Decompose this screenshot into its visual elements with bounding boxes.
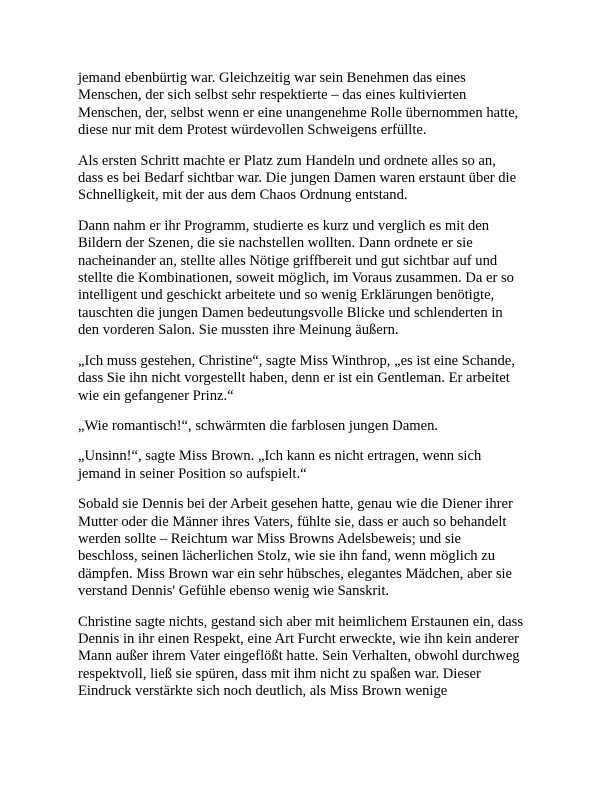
text-line: „Wie romantisch!“, schwärmten die farblosen jungen Damen. [78,417,439,434]
text-line: Sobald sie Dennis bei der Arbeit gesehen hatte, genau wie die Diener ihrer [78,496,513,513]
text-line: dass es bei Bedarf sichtbar war. Die jungen Damen waren erstaunt über die [78,170,517,187]
body-text [78,70,538,714]
text-line: stellte die Kombinationen, soweit möglich, im Voraus zusammen. Da er so [78,270,514,287]
text-line: tauschten die jungen Damen bedeutungsvolle Blicke und schlenderten in [78,304,503,321]
paragraph [78,418,538,435]
text-line: den vorderen Salon. Sie mussten ihre Meinung äußern. [78,322,399,339]
text-line: dass Sie ihn nicht vorgestellt haben, denn er ist ein Gentleman. Er arbeitet [78,370,510,387]
text-line: Schnelligkeit, mit der aus dem Chaos Ordnung entstand. [78,187,408,204]
paragraph [78,448,538,483]
text-line: jemand in seiner Position so aufspielt.“ [78,465,307,482]
text-line: „Unsinn!“, sagte Miss Brown. „Ich kann es nicht ertragen, wenn sich [78,448,482,465]
text-line: beschloss, seinen lächerlichen Stolz, wie sie ihn fand, wenn möglich zu [78,548,496,565]
text-line: intelligent und geschickt arbeitete und so wenig Erklärungen benötigte, [78,287,495,304]
text-line: Dennis in ihr einen Respekt, eine Art Furcht erweckte, wie ihn kein anderer [78,630,519,647]
text-line: jemand ebenbürtig war. Gleichzeitig war sein Benehmen das eines [78,70,466,86]
text-line: „Ich muss gestehen, Christine“, sagte Miss Winthrop, „es ist eine Schande, [78,352,515,369]
text-line: nacheinander an, stellte alles Nötige griffbereit und gut sichtbar auf und [78,252,498,269]
text-line: dämpfen. Miss Brown war ein sehr hübsches, elegantes Mädchen, aber sie [78,565,513,582]
text-line: Menschen, der, selbst wenn er eine unangenehme Rolle übernommen hatte, [78,104,519,121]
paragraph [78,353,538,405]
text-line: Mann außer ihrem Vater eingeflößt hatte. Sein Verhalten, obwohl durchweg [78,648,520,665]
text-line: wie ein gefangener Prinz.“ [78,387,234,404]
paragraph [78,218,538,340]
text-line: diese nur mit dem Protest würdevollen Schweigens erfüllte. [78,122,427,139]
paragraph [78,70,538,140]
text-line: Dann nahm er ihr Programm, studierte es kurz und verglich es mit den [78,217,490,234]
text-line: Als ersten Schritt machte er Platz zum Handeln und ordnete alles so an, [78,152,496,169]
text-line: Eindruck verstärkte sich noch deutlich, als Miss Brown wenige [78,683,448,700]
paragraph [78,496,538,600]
paragraph [78,153,538,205]
text-line: Mutter oder die Männer ihres Vaters, fühlte sie, dass er auch so behandelt [78,513,507,530]
text-line: Menschen, der sich selbst sehr respektierte – das eines kultivierten [78,87,467,104]
text-line: verstand Dennis' Gefühle ebenso wenig wie Sanskrit. [78,583,390,600]
text-line: Christine sagte nichts, gestand sich aber mit heimlichem Erstaunen ein, dass [78,613,524,630]
text-line: werden sollte – Reichtum war Miss Browns Adelsbeweis; und sie [78,530,462,547]
text-line: Bildern der Szenen, die sie nachstellen wollten. Dann ordnete er sie [78,235,473,252]
text-line: respektvoll, ließ sie spüren, dass mit ihm nicht zu spaßen war. Dieser [78,665,481,682]
paragraph [78,614,538,701]
